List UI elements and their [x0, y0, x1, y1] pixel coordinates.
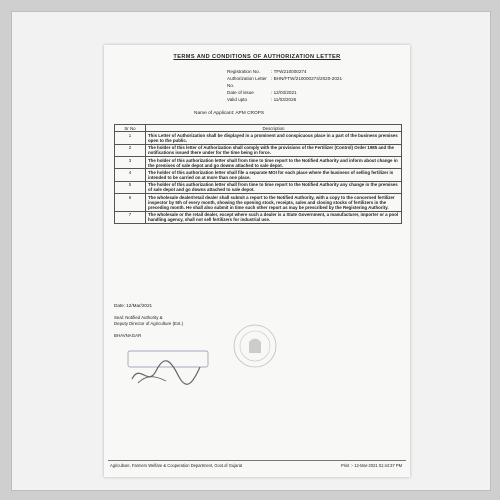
term-number: 4 — [115, 169, 146, 181]
meta-value: TFW210000274 — [273, 69, 307, 74]
applicant-line — [194, 111, 264, 116]
table-row — [115, 194, 402, 211]
seal-line: Deputy Director of Agriculture (Ext.) — [114, 321, 184, 326]
meta-separator: : — [271, 76, 274, 81]
table-header-row — [115, 125, 402, 132]
meta-row — [227, 96, 342, 103]
meta-separator: : — [271, 97, 274, 102]
table-row — [115, 132, 402, 144]
table-row — [115, 181, 402, 193]
term-number: 1 — [115, 132, 146, 144]
meta-value: 12/03/2021 — [273, 90, 297, 95]
table-row — [115, 157, 402, 169]
applicant-label: Name of Applicant: — [194, 111, 235, 116]
table-row — [115, 211, 402, 223]
term-text: The holder of this letter of Authorization shall comply with the provisions of the Fertilizer (Control) Order 1985 and the notifications issued there under for the time being in force. — [146, 144, 402, 156]
seal-line: Seal: Notified Authority & — [114, 315, 163, 320]
term-text: The holder of this authorization letter shall file a separate MOI for each place where the business of selling fertilizer is intended to be carried on at more than one place. — [146, 169, 402, 181]
document-page — [104, 45, 410, 477]
meta-row — [227, 89, 342, 96]
terms-table — [114, 124, 402, 224]
photo-frame — [11, 11, 491, 491]
header-sr-no: Sr No — [115, 125, 146, 132]
footer-print-time: Print :- 12-Mar-2021 01:44:37 PM — [341, 463, 402, 468]
table-row — [115, 144, 402, 156]
term-number: 5 — [115, 181, 146, 193]
header-description: Description — [146, 125, 402, 132]
footer-divider — [108, 460, 406, 461]
meta-label: Date of issue — [227, 90, 254, 95]
authorization-meta — [227, 68, 342, 103]
meta-label: Authorization Letter No. — [227, 76, 267, 88]
place-name: BHAVNAGAR — [114, 333, 142, 338]
issue-date: Date: 12/Mar/2021 — [114, 303, 153, 308]
term-number: 3 — [115, 157, 146, 169]
meta-value: BHN/FTW/210000274/2020-2021 — [273, 76, 342, 81]
emblem-seal — [232, 323, 278, 369]
term-text: The wholesale dealer/retail dealer shall submit a report to the Notified Authority, with a copy to the concerned fertilizer inspector by 5th of every month, showing the opening stock, receipts, sales and closing stocks of fertilizers in the preceding month. He shall also submit in time such other report as may be prescribed by the Registering Authority. — [146, 194, 402, 211]
term-number: 7 — [115, 211, 146, 223]
term-text: The holder of this authorization letter shall from time to time report to the Notified Authority and inform about change in the premises of sale depot and go downs attached to sale depot. — [146, 157, 402, 169]
meta-row — [227, 68, 342, 75]
meta-row — [227, 75, 342, 89]
applicant-name: APM CROPS — [235, 111, 265, 116]
meta-label: Valid upto — [227, 97, 248, 102]
term-text: This Letter of Authorization shall be displayed in a prominent and conspicuous place in a part of the business premises open to the public. — [146, 132, 402, 144]
signature-stamp — [126, 345, 212, 389]
document-title: TERMS AND CONDITIONS OF AUTHORIZATION LETTER — [173, 54, 341, 60]
meta-separator: : — [271, 69, 274, 74]
meta-value: 11/03/2026 — [273, 97, 297, 102]
term-number: 6 — [115, 194, 146, 211]
table-row — [115, 169, 402, 181]
meta-separator: : — [271, 90, 274, 95]
meta-label: Registration No. — [227, 69, 260, 74]
seal-authority — [114, 315, 183, 327]
term-text: The wholesale or the retail dealer, except where such a dealer is a State Government, a manufacturer, importer or a pool handling agency, shall not sell fertilizers for industrial use. — [146, 211, 402, 223]
term-number: 2 — [115, 144, 146, 156]
term-text: The holder of this authorization letter shall from time to time report to the Notified Authority any change in the premises of sale depot and go downs attached to sale depot. — [146, 181, 402, 193]
footer-department: Agriculture, Farmers Welfare & Cooperation Department, Govt.of Gujarat — [110, 463, 243, 468]
